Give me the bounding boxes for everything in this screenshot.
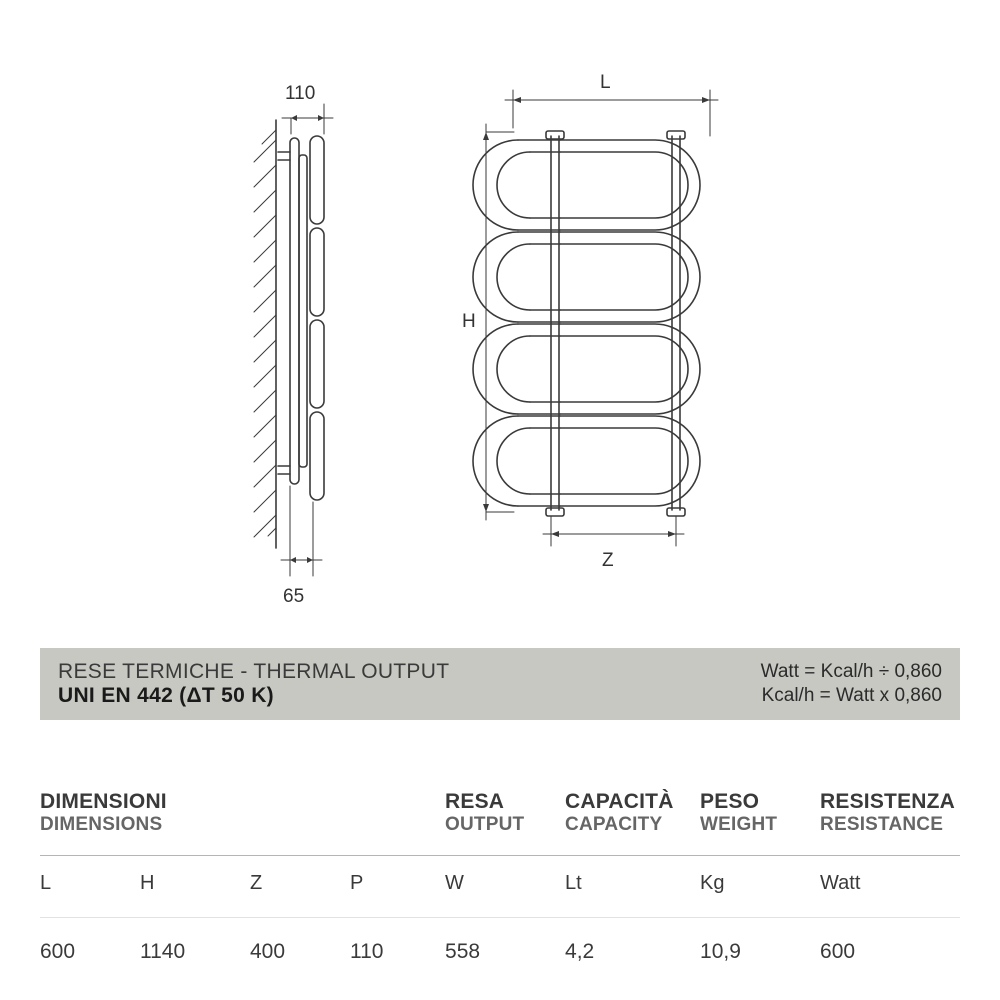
group-header-dimensions: [40, 790, 445, 855]
value-l: 600: [40, 917, 140, 964]
value-z: 400: [250, 917, 350, 964]
group-header-capacity: [565, 790, 700, 855]
group-label-en: RESISTANCE: [820, 814, 944, 836]
group-label-it: RESISTENZA: [820, 790, 956, 813]
value-lt: 4,2: [565, 917, 700, 964]
dim-length-label: L: [600, 72, 611, 93]
group-header-weight: [700, 790, 820, 855]
table-row: [40, 917, 960, 964]
table-group-header-row: [40, 790, 960, 855]
group-header-output: [445, 790, 565, 855]
table-units-row: [40, 855, 960, 917]
unit-z: Z: [250, 855, 350, 917]
dim-height-label: H: [462, 311, 476, 332]
conversion-kcal: Kcal/h = Watt x 0,860: [761, 685, 942, 706]
banner-conversions: [761, 660, 942, 708]
banner-titles: [58, 660, 449, 708]
group-label-en: WEIGHT: [700, 814, 778, 836]
value-h: 1140: [140, 917, 250, 964]
dim-depth-top-label: 110: [285, 83, 316, 104]
group-label-it: PESO: [700, 790, 760, 813]
group-label-en: DIMENSIONS: [40, 814, 163, 836]
value-p: 110: [350, 917, 445, 964]
value-w: 558: [445, 917, 565, 964]
specifications-table: [40, 790, 960, 964]
dim-z-label: Z: [602, 550, 614, 571]
banner-title-it: RESE TERMICHE - THERMAL OUTPUT: [58, 659, 450, 683]
unit-p: P: [350, 855, 445, 917]
unit-kg: Kg: [700, 855, 820, 917]
group-label-en: OUTPUT: [445, 814, 525, 836]
value-kg: 10,9: [700, 917, 820, 964]
group-label-it: DIMENSIONI: [40, 790, 167, 813]
unit-l: L: [40, 855, 140, 917]
value-watt: 600: [820, 917, 960, 964]
unit-lt: Lt: [565, 855, 700, 917]
banner-title-standard: UNI EN 442 (ΔT 50 K): [58, 684, 274, 707]
unit-w: W: [445, 855, 565, 917]
group-label-en: CAPACITY: [565, 814, 663, 836]
group-label-it: RESA: [445, 790, 505, 813]
unit-h: H: [140, 855, 250, 917]
group-label-it: CAPACITÀ: [565, 790, 674, 813]
unit-watt: Watt: [820, 855, 960, 917]
thermal-output-banner: [40, 648, 960, 720]
group-header-resistance: [820, 790, 960, 855]
dim-depth-bottom-label: 65: [283, 586, 305, 607]
conversion-watt: Watt = Kcal/h ÷ 0,860: [760, 661, 942, 683]
